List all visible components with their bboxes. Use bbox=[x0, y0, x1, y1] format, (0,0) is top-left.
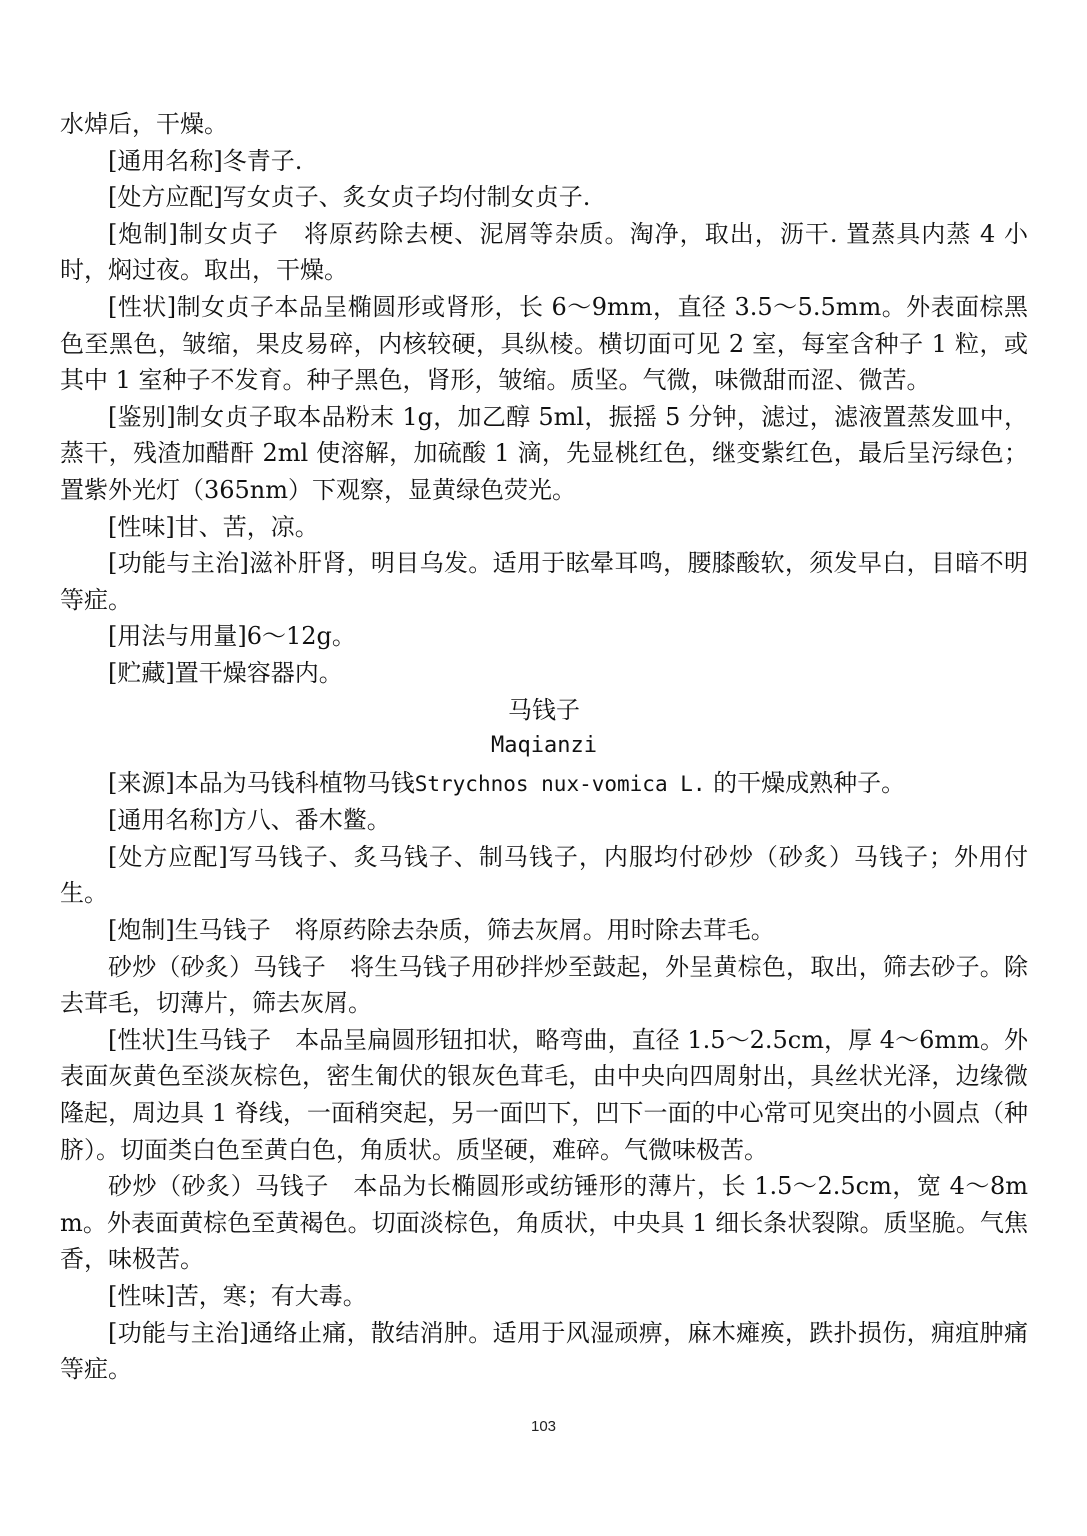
paragraph-storage: [贮藏]置干燥容器内。 bbox=[108, 658, 343, 687]
paragraph-processing-sand: 砂炒（砂炙）马钱子 将生马钱子用砂拌炒至鼓起，外呈黄棕色，取出，筛去砂子。除去茸毛，切薄片，筛去灰屑。 bbox=[60, 952, 1028, 1018]
source-prefix: [来源]本品为马钱科植物马钱 bbox=[108, 768, 415, 797]
paragraph-characteristics-sand: 砂炒（砂炙）马钱子 本品为长椭圆形或纺锤形的薄片，长 1.5～2.5cm，宽 4～8mm。外表面黄棕色至黄褐色。切面淡棕色，角质状，中央具 1 细长条状裂隙。质坚脆。气焦香，味极苦。 bbox=[60, 1172, 1028, 1274]
paragraph-prescription: [处方应配]写女贞子、炙女贞子均付制女贞子. bbox=[108, 183, 591, 212]
entry-latin-title: Maqianzi bbox=[491, 733, 597, 759]
paragraph-common-name: [通用名称]冬青子. bbox=[108, 146, 303, 175]
paragraph-functions-2: [功能与主治]通络止痛，散结消肿。适用于风湿顽痹，麻木瘫痪，跌扑损伤，痈疽肿痛等症。 bbox=[60, 1318, 1028, 1384]
paragraph-continuation: 水焯后，干燥。 bbox=[60, 110, 228, 138]
paragraph-identification: [鉴别]制女贞子取本品粉末 1g，加乙醇 5ml，振摇 5 分钟，滤过，滤液置蒸发皿中，蒸干，残渣加醋酐 2ml 使溶解，加硫酸 1 滴，先显桃红色，继变紫红色，最后呈污绿色；置紫外光灯（365nm）下观察，显黄绿色荧光。 bbox=[60, 402, 1028, 504]
paragraph-processing-2: [炮制]生马钱子 将原药除去杂质，筛去灰屑。用时除去茸毛。 bbox=[108, 916, 775, 945]
paragraph-functions: [功能与主治]滋补肝肾，明目乌发。适用于眩晕耳鸣，腰膝酸软，须发早白，目暗不明等症。 bbox=[60, 549, 1028, 614]
paragraph-nature-taste-2: [性味]苦，寒；有大毒。 bbox=[108, 1282, 367, 1310]
source-suffix: 的干燥成熟种子。 bbox=[713, 768, 906, 797]
page-number: 103 bbox=[530, 1418, 557, 1435]
paragraph-characteristics-2: [性状]生马钱子 本品呈扁圆形钮扣状，略弯曲，直径 1.5～2.5cm，厚 4～6mm。外表面灰黄色至淡灰棕色，密生匍伏的银灰色茸毛，由中央向四周射出，具丝状光泽，边缘微隆起，周边具 1 脊线，一面稍突起，另一面凹下，凹下一面的中心常可见突出的小圆点（种脐）。切面类白色至黄白色，角质状。质坚硬，难碎。气微味极苦。 bbox=[60, 1025, 1028, 1164]
paragraph-source bbox=[60, 765, 1028, 803]
paragraph-common-name-2: [通用名称]方八、番木鳖。 bbox=[108, 806, 391, 835]
document-page bbox=[60, 106, 1028, 1388]
paragraph-nature-taste: [性味]甘、苦，凉。 bbox=[108, 512, 319, 541]
paragraph-characteristics: [性状]制女贞子本品呈椭圆形或肾形，长 6～9mm，直径 3.5～5.5mm。外表面棕黑色至黑色，皱缩，果皮易碎，内核较硬，具纵棱。横切面可见 2 室，每室含种子 1 粒，或其中 1 室种子不发育。种子黑色，肾形，皱缩。质坚。气微，味微甜而涩、微苦。 bbox=[60, 292, 1028, 395]
source-latin-name: Strychnos nux-vomica L. bbox=[414, 771, 706, 796]
entry-title: 马钱子 bbox=[508, 695, 580, 724]
paragraph-dosage: [用法与用量]6～12g。 bbox=[108, 622, 356, 651]
paragraph-prescription-2: [处方应配]写马钱子、炙马钱子、制马钱子，内服均付砂炒（砂炙）马钱子；外用付生。 bbox=[60, 842, 1028, 908]
paragraph-processing: [炮制]制女贞子 将原药除去梗、泥屑等杂质。淘净，取出，沥干. 置蒸具内蒸 4 小时，焖过夜。取出，干燥。 bbox=[60, 219, 1028, 285]
